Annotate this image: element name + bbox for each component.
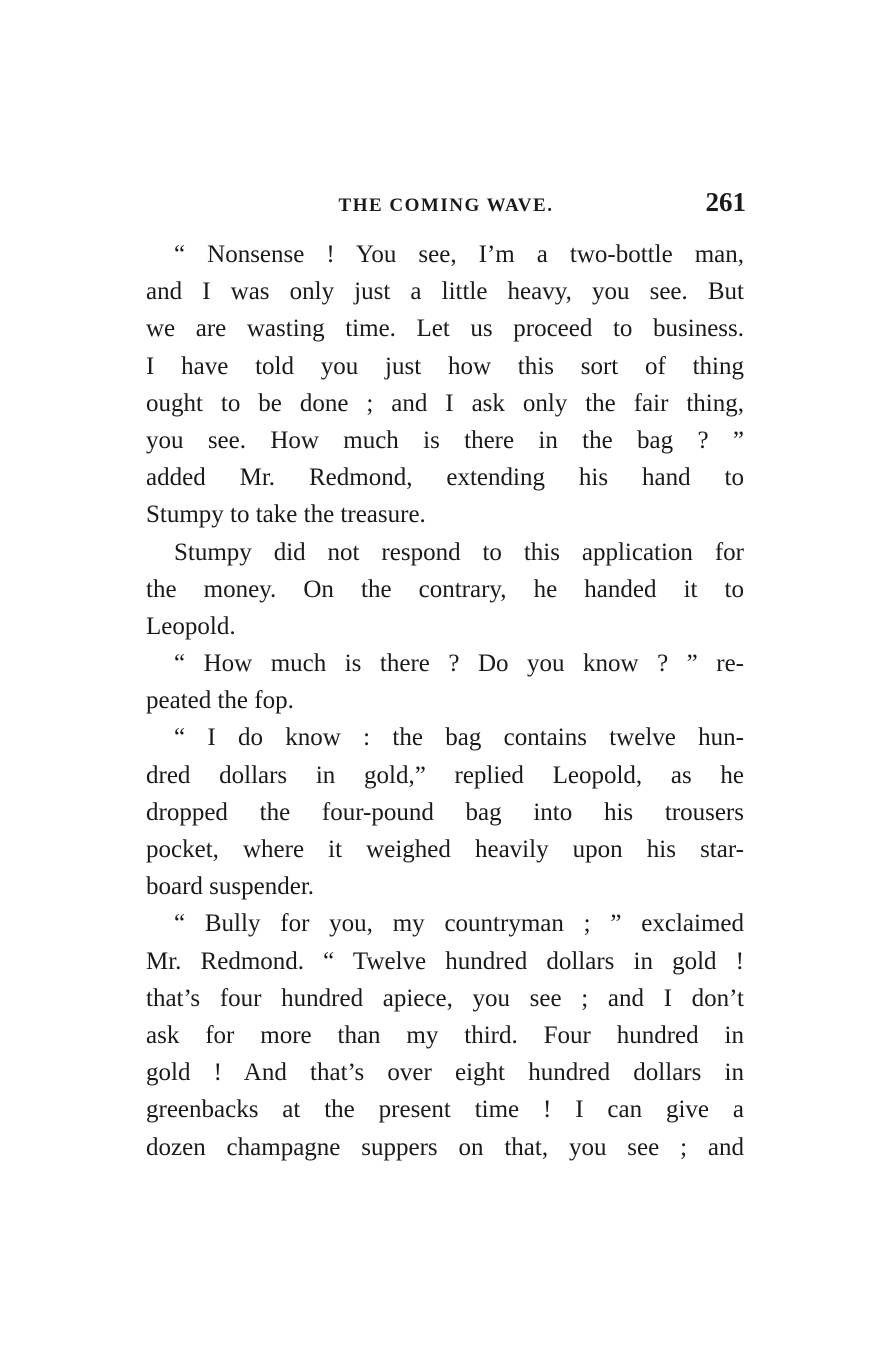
text-line: Mr. Redmond. “ Twelve hundred dollars in gold !: [146, 947, 744, 975]
text-line: dred dollars in gold,” replied Leopold, as he: [146, 761, 744, 789]
body-text: [146, 236, 744, 1166]
text-line: and I was only just a little heavy, you see. But: [146, 278, 744, 306]
text-line: Leopold.: [146, 612, 236, 640]
text-line: Stumpy did not respond to this application for: [174, 538, 744, 566]
page-header: [146, 187, 746, 223]
text-line: dropped the four-pound bag into his trousers: [146, 798, 744, 826]
text-line: dozen champagne suppers on that, you see ; and: [146, 1133, 744, 1161]
text-line: added Mr. Redmond, extending his hand to: [146, 464, 744, 492]
text-line: ought to be done ; and I ask only the fair thing,: [146, 389, 744, 417]
text-line: greenbacks at the present time ! I can give a: [146, 1096, 744, 1124]
text-line: you see. How much is there in the bag ? ”: [146, 426, 744, 454]
text-line: “ How much is there ? Do you know ? ” re-: [174, 650, 744, 678]
text-line: I have told you just how this sort of thing: [146, 352, 744, 380]
text-line: that’s four hundred apiece, you see ; and I don’t: [146, 984, 744, 1012]
text-line: gold ! And that’s over eight hundred dollars in: [146, 1059, 744, 1087]
page-number: 261: [705, 187, 746, 217]
text-line: we are wasting time. Let us proceed to business.: [146, 315, 744, 343]
running-title: THE COMING WAVE.: [338, 195, 554, 216]
text-line: pocket, where it weighed heavily upon his star-: [146, 836, 744, 863]
text-line: “ I do know : the bag contains twelve hun-: [174, 724, 744, 752]
text-line: “ Nonsense ! You see, I’m a two-bottle man,: [174, 241, 744, 268]
text-line: ask for more than my third. Four hundred in: [146, 1021, 744, 1049]
text-line: “ Bully for you, my countryman ; ” exclaimed: [174, 910, 744, 938]
text-line: peated the fop.: [146, 687, 294, 715]
text-line: board suspender.: [146, 873, 315, 901]
text-line: the money. On the contrary, he handed it to: [146, 575, 744, 603]
text-line: Stumpy to take the treasure.: [146, 501, 426, 529]
